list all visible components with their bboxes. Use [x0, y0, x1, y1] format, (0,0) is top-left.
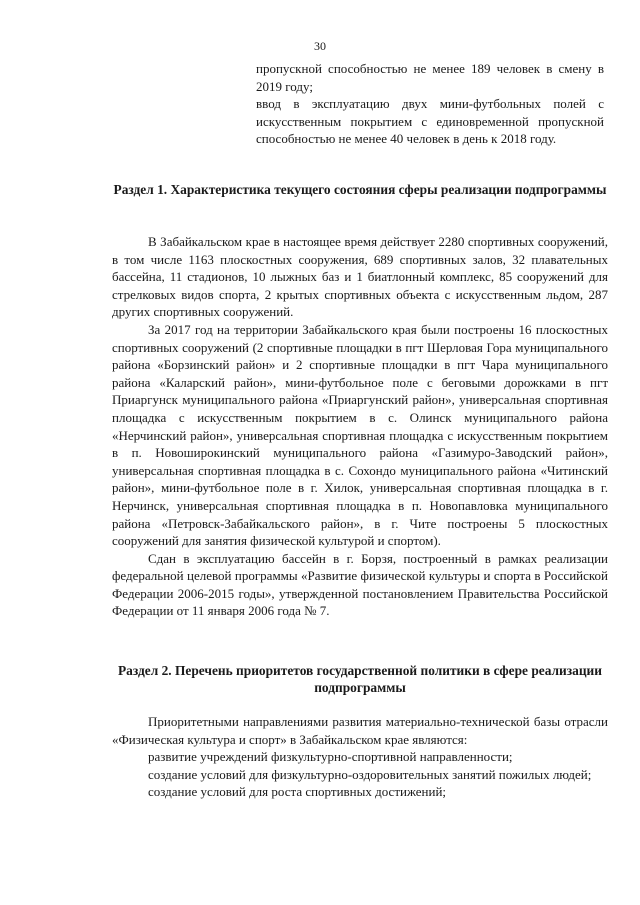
intro-item: ввод в эксплуатацию двух мини-футбольных полей с искусственным покрытием с единовременной пропускной способностью не менее 40 человек в день к 2018 году.: [256, 96, 604, 147]
page-number: 30: [314, 39, 326, 53]
list-item: развитие учреждений физкультурно-спортивной направленности;: [148, 749, 513, 765]
intro-list: [256, 60, 604, 148]
paragraph: Приоритетными направлениями развития материально-технической базы отрасли «Физическая культура и спорт» в Забайкальском крае являются:: [112, 714, 608, 747]
intro-item: пропускной способностью не менее 189 человек в смену в 2019 году;: [256, 61, 604, 94]
list-item: создание условий для физкультурно-оздоровительных занятий пожилых людей;: [148, 766, 592, 782]
section-1-body: [112, 233, 608, 620]
paragraph: За 2017 год на территории Забайкальского края были построены 16 плоскостных спортивных сооружений (2 спортивные площадки в пгт Шерловая Гора муниципального района «Борзинский район» и 2 спортивные площадки в пгт Чара муниципального района «Каларский район», мини-футбольное поле с беговыми дорожками в пгт Приаргунск муниципального района «Приаргунский район», универсальная спортивная площадка с искусственным покрытием в с. Олинск муниципального района «Нерчинский район», универсальная спортивная площадка с искусственным покрытием в п. Новоширокинский муниципального района «Газимуро-Заводский район», универсальная спортивная площадка в с. Сохондо муниципального района «Читинский район», мини-футбольное поле в г. Хилок, универсальная спортивная площадка в г. Нерчинск, универсальная спортивная площадка в п. Новопавловка муниципального района «Петровск-Забайкальского район», в г. Чите построены 5 плоскостных сооружений для занятия физической культурой и спортом).: [112, 321, 608, 549]
paragraph: В Забайкальском крае в настоящее время действует 2280 спортивных сооружений, в том числе 1163 плоскостных сооружения, 689 спортивных залов, 32 плавательных бассейна, 11 стадионов, 10 лыжных баз и 1 биатлонный комплекс, 85 сооружений для стрелковых видов спорта, 2 крытых спортивных объекта с искусственным льдом, 287 других спортивных сооружений.: [112, 234, 608, 320]
paragraph: Сдан в эксплуатацию бассейн в г. Борзя, построенный в рамках реализации федеральной целевой программы «Развитие физической культуры и спорта в Российской Федерации 2006-2015 годы», утвержденной постановлением Правительства Российской Федерации от 11 января 2006 года № 7.: [112, 550, 608, 619]
section-1-heading: Раздел 1. Характеристика текущего состояния сферы реализации подпрограммы: [113, 182, 607, 197]
section-2-body: [112, 713, 608, 801]
list-item: создание условий для роста спортивных достижений;: [148, 784, 447, 800]
section-2-heading: Раздел 2. Перечень приоритетов государственной политики в сфере реализации подпрограммы: [118, 663, 602, 695]
